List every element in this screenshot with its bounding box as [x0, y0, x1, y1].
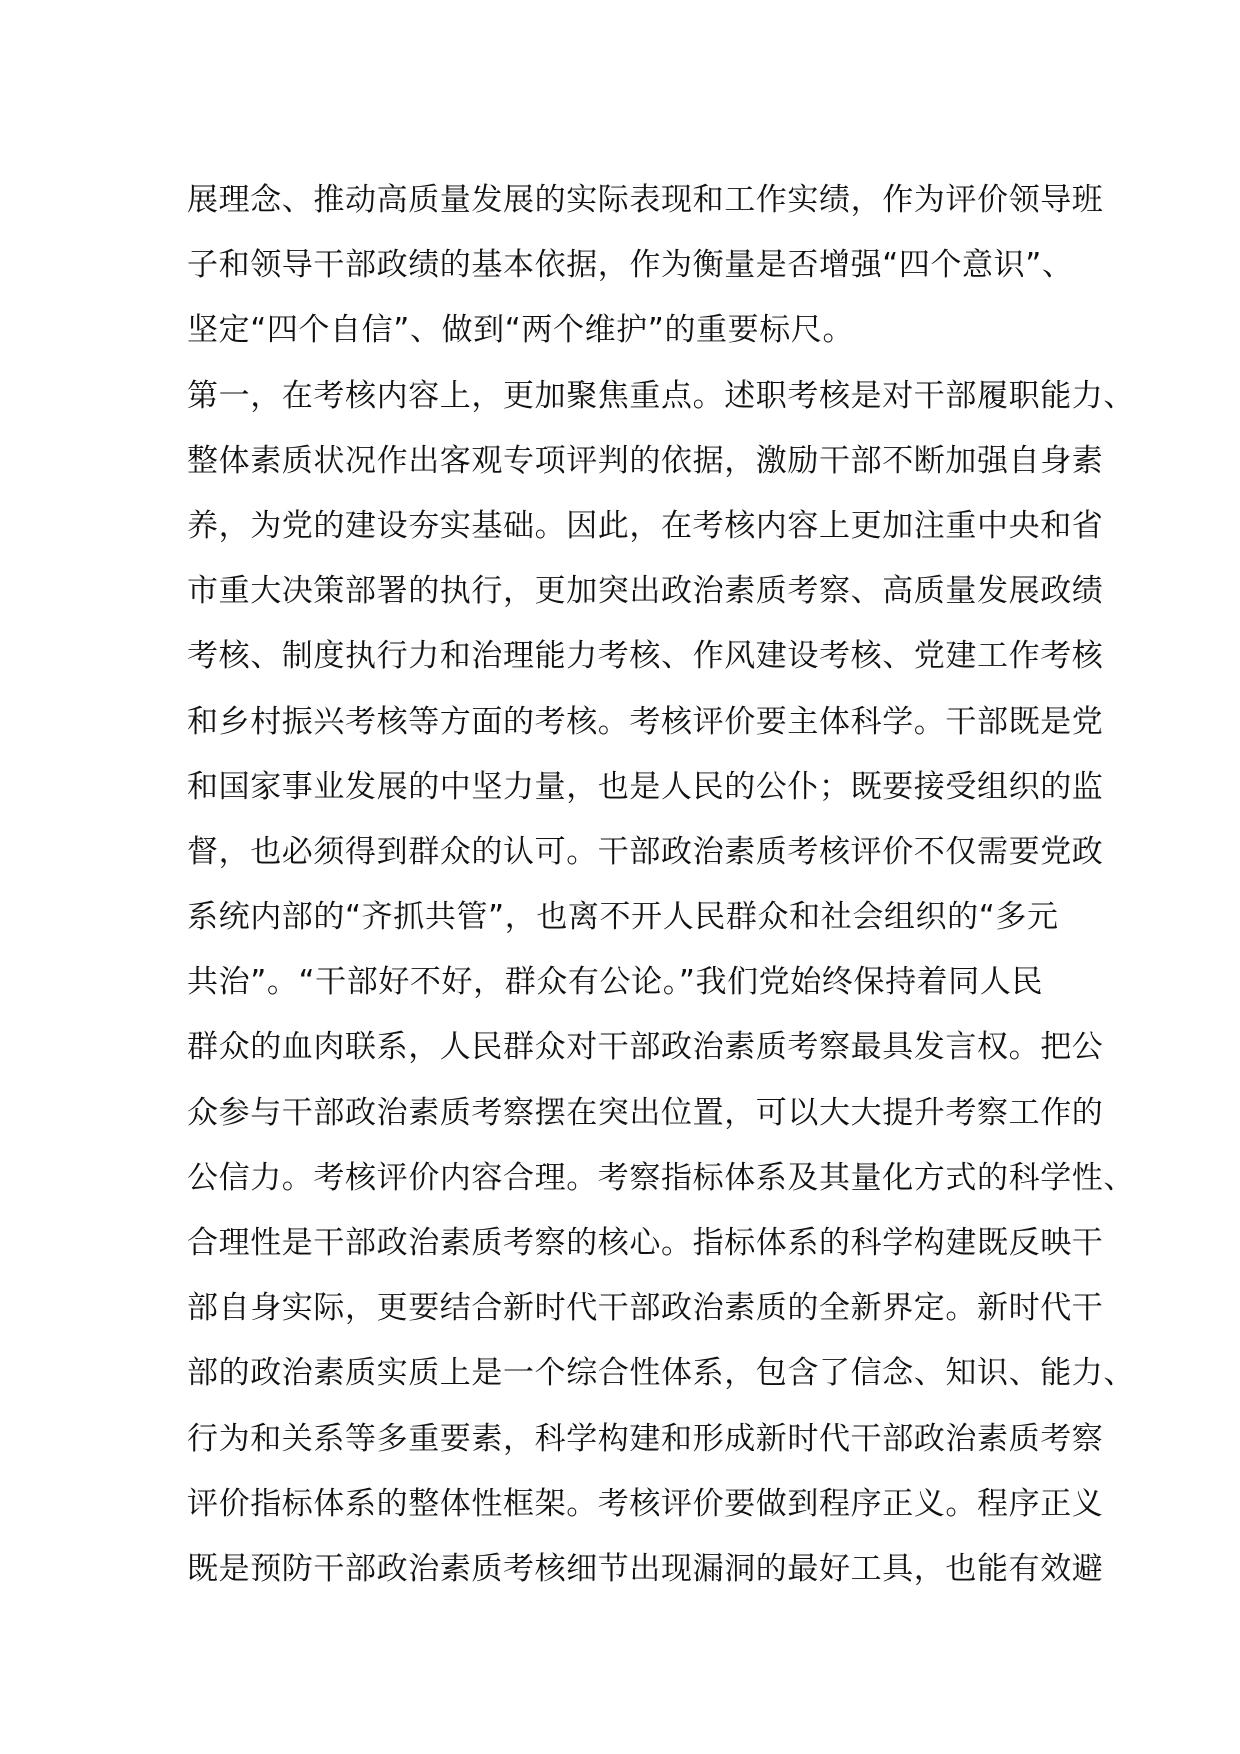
text-line: 群众的血肉联系，人民群众对干部政治素质考察最具发言权。把公 — [187, 1029, 1104, 1066]
text-line: 合理性是干部政治素质考察的核心。指标体系的科学构建既反映干 — [187, 1225, 1104, 1261]
text-line: 和乡村振兴考核等方面的考核。考核评价要主体科学。干部既是党 — [187, 703, 1104, 740]
text-line: 系统内部的“齐抓共管”，也离不开人民群众和社会组织的“多元 — [187, 899, 1059, 936]
text-line: 整体素质状况作出客观专项评判的依据，激励干部不断加强自身素 — [187, 442, 1104, 479]
text-line: 既是预防干部政治素质考核细节出现漏洞的最好工具，也能有效避 — [187, 1550, 1104, 1587]
text-line: 众参与干部政治素质考察摆在突出位置，可以大大提升考察工作的 — [187, 1094, 1104, 1131]
text-line: 公信力。考核评价内容合理。考察指标体系及其量化方式的科学性、 — [187, 1159, 1135, 1196]
text-line: 坚定“四个自信”、做到“两个维护”的重要标尺。 — [187, 312, 855, 349]
text-line: 考核、制度执行力和治理能力考核、作风建设考核、党建工作考核 — [187, 638, 1104, 675]
text-line: 部自身实际，更要结合新时代干部政治素质的全新界定。新时代干 — [187, 1290, 1104, 1327]
text-line: 部的政治素质实质上是一个综合性体系，包含了信念、知识、能力、 — [187, 1355, 1135, 1392]
text-line: 市重大决策部署的执行，更加突出政治素质考察、高质量发展政绩 — [187, 573, 1104, 610]
text-line: 评价指标体系的整体性框架。考核评价要做到程序正义。程序正义 — [187, 1485, 1104, 1522]
text-line: 和国家事业发展的中坚力量，也是人民的公仆；既要接受组织的监 — [187, 768, 1104, 805]
text-line: 子和领导干部政绩的基本依据，作为衡量是否增强“四个意识”、 — [187, 247, 1074, 284]
text-line: 展理念、推动高质量发展的实际表现和工作实绩，作为评价领导班 — [187, 182, 1104, 218]
body-text — [187, 168, 1135, 1602]
text-line: 共治”。“干部好不好，群众有公论。”我们党始终保持着同人民 — [187, 964, 1044, 1001]
text-line: 督，也必须得到群众的认可。干部政治素质考核评价不仅需要党政 — [187, 833, 1104, 870]
text-line: 行为和关系等多重要素，科学构建和形成新时代干部政治素质考察 — [187, 1420, 1104, 1457]
text-line: 第一，在考核内容上，更加聚焦重点。述职考核是对干部履职能力、 — [187, 377, 1135, 414]
text-line: 养，为党的建设夯实基础。因此，在考核内容上更加注重中央和省 — [187, 507, 1104, 544]
